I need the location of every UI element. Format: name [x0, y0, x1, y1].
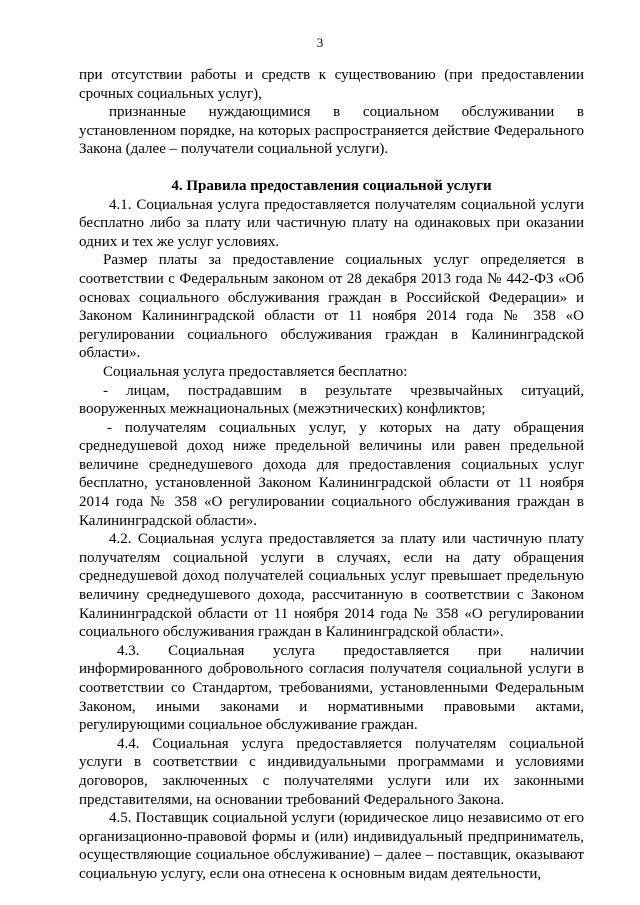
paragraph-fee-amount: Размер платы за предоставление социальных услуг определяется в соответствии с Федеральным законом от 28 декабря 2013 года № 442-ФЗ «Об основах социального обслуживания граждан в Российской Федерации» и Законом Калининградской области от 11 ноября 2014 года № 358 «О регулировании социального обслуживания граждан в Калининградской области». [79, 252, 584, 362]
document-body [79, 66, 584, 884]
list-item-low-income: - получателям социальных услуг, у которых на дату обращения среднедушевой доход ниже предельной величины или равен предельной величине среднедушевого дохода для предоставления социальных услуг бесплатно, установленной Законом Калининградской области от 11 ноября 2014 года № 358 «О регулировании социального обслуживания граждан в Калининградской области». [79, 419, 584, 529]
list-item-emergency-victims: - лицам, пострадавшим в результате чрезвычайных ситуаций, вооруженных межнациональных (межэтнических) конфликтов; [79, 382, 584, 418]
paragraph-4-4: 4.4. Социальная услуга предоставляется получателям социальной услуги в соответствии с индивидуальными программами и условиями договоров, заключенных с получателями услуги или их законными представителями, на основании требований Федерального Закона. [79, 735, 584, 808]
paragraph-free-service: Социальная услуга предоставляется бесплатно: [103, 363, 408, 380]
paragraph-4-5: 4.5. Поставщик социальной услуги (юридическое лицо независимо от его организационно-правовой формы и (или) индивидуальный предприниматель, осуществляющие социальное обслуживание) – далее – поставщик, оказывают социальную услугу, если она отнесена к основным видам деятельности, [79, 810, 584, 882]
paragraph-4-2: 4.2. Социальная услуга предоставляется за плату или частичную плату получателям социальной услуги в случаях, если на дату обращения среднедушевой доход получателей социальных услуг превышает предельную величину среднедушевого дохода, рассчитанную в соответствии с Законом Калининградской области от 11 ноября 2014 года № 358 «О регулировании социального обслуживания граждан в Калининградской области». [79, 531, 584, 641]
section-heading: 4. Правила предоставления социальной услуги [171, 177, 492, 194]
page-number: 3 [316, 35, 324, 50]
paragraph-4-3: 4.3. Социальная услуга предоставляется при наличии информированного добровольного согласия получателя социальной услуги в соответствии со Стандартом, требованиями, установленными Федеральным Законом, иными законами и нормативными правовыми актами, регулирующими социальное обслуживание граждан. [79, 642, 584, 734]
paragraph-unemployed: при отсутствии работы и средств к существованию (при предоставлении срочных социальных услуг), [79, 67, 584, 102]
paragraph-4-1: 4.1. Социальная услуга предоставляется получателям социальной услуги бесплатно либо за плату или частичную плату на одинаковых при оказании одних и тех же услуг условиях. [79, 196, 584, 250]
paragraph-recognized-needy: признанные нуждающимися в социальном обслуживании в установленном порядке, на которых распространяется действие Федерального Закона (далее – получатели социальной услуги). [79, 104, 584, 158]
